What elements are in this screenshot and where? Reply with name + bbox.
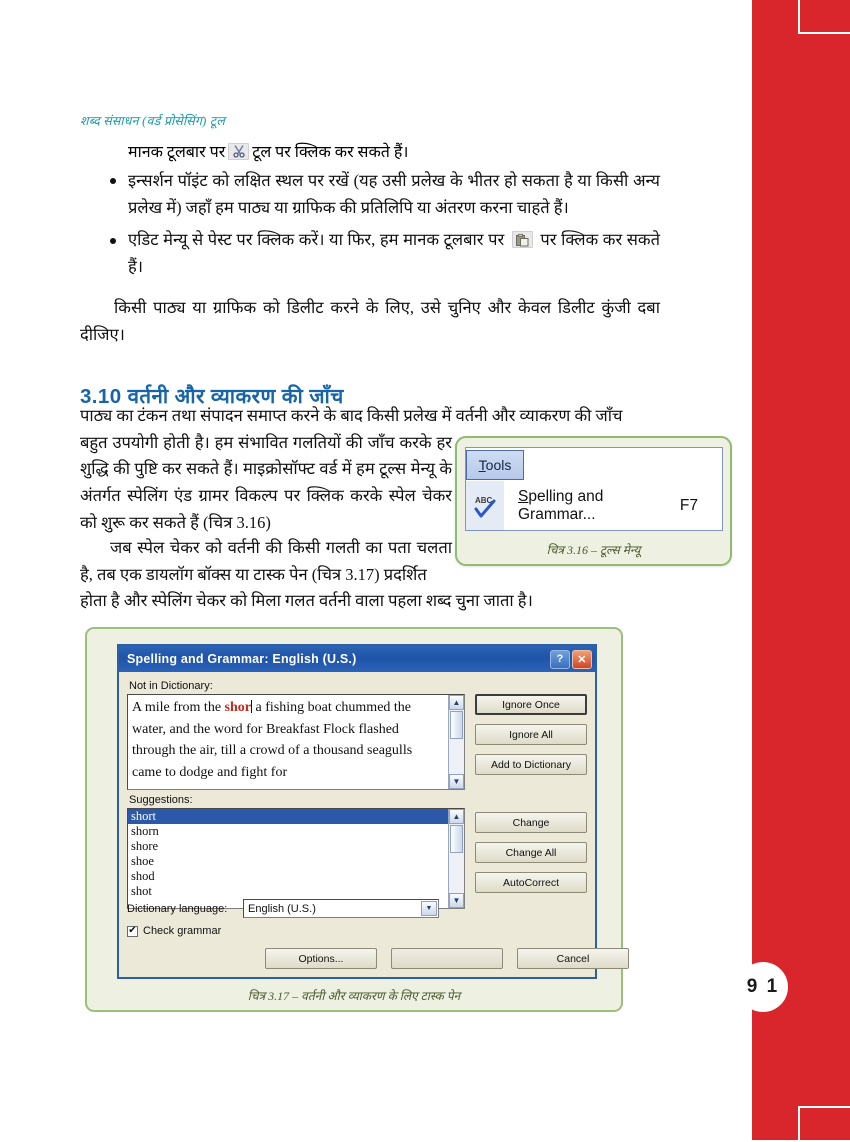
delete-paragraph: किसी पाठ्य या ग्राफिक को डिलीट करने के लिए, उसे चुनिए और केवल डिलीट कुंजी दबा दीजिए। — [80, 298, 660, 344]
help-icon[interactable]: ? — [550, 650, 570, 669]
bullet-dot — [110, 178, 116, 184]
not-in-dictionary-label-text: Not in Dictionary: — [129, 680, 213, 692]
paste-tool-icon — [512, 231, 533, 248]
dialog-bottom-options — [127, 899, 591, 937]
bullet-dot — [110, 238, 116, 244]
undo-button — [391, 948, 503, 969]
dialog-title: Spelling and Grammar: English (U.S.) — [127, 652, 357, 666]
menu-bar — [466, 448, 722, 481]
close-icon[interactable]: ✕ — [572, 650, 592, 669]
doc-text-after: a fishing boat chummed the water, and the word for Breakfast Flock flashed through the air, till a crowd of a thousand seagulls came to dodge and fight for — [132, 700, 413, 781]
scroll-up-icon[interactable]: ▲ — [449, 809, 464, 824]
svg-text:ABC: ABC — [475, 495, 493, 505]
ignore-all-button[interactable]: Ignore All — [475, 724, 587, 745]
change-all-button[interactable]: Change All — [475, 842, 587, 863]
autocorrect-button[interactable]: AutoCorrect — [475, 872, 587, 893]
menu-tools-mnemonic: T — [478, 457, 486, 473]
intro-paragraph — [80, 140, 660, 162]
bullet-list — [80, 168, 660, 287]
scroll-down-icon[interactable]: ▼ — [449, 893, 464, 908]
menu-item-mnemonic: S — [518, 487, 529, 505]
para-b-full: होता है और स्पेलिंग चेकर को मिला गलत वर्तनी वाला पहला शब्द चुना जाता है। — [80, 591, 533, 611]
misspelled-word: shor — [224, 700, 251, 715]
chevron-down-icon[interactable]: ▼ — [421, 901, 437, 916]
dialog-titlebar — [119, 646, 595, 672]
para-b-narrow: जब स्पेल चेकर को वर्तनी की किसी गलती का पता चलता है, तब एक डायलॉग बॉक्स या टास्क पेन (चित्र 3.17) प्रदर्शित — [80, 538, 452, 584]
cancel-button[interactable]: Cancel — [517, 948, 629, 969]
change-button[interactable]: Change — [475, 812, 587, 833]
doc-text-before: A mile from the — [132, 700, 225, 715]
figure-tools-menu — [455, 436, 732, 566]
running-header: शब्द संसाधन (वर्ड प्रोसेसिंग) टूल — [80, 114, 226, 128]
ignore-once-button[interactable]: Ignore Once — [475, 694, 587, 715]
suggestions-label — [129, 794, 587, 806]
dictionary-language-label: Dictionary language: — [127, 902, 228, 915]
check-grammar-checkbox[interactable]: ✔ — [128, 925, 137, 936]
dictionary-language-select[interactable] — [243, 899, 439, 918]
document-text — [132, 697, 444, 784]
list-item — [80, 168, 660, 221]
list-item[interactable]: shot — [131, 884, 152, 898]
tools-menu-screenshot — [465, 447, 723, 531]
dictionary-language-row — [127, 899, 591, 918]
not-in-dictionary-textbox[interactable] — [127, 694, 465, 790]
corner-notch-bottom — [798, 1106, 850, 1142]
menu-icon-gutter — [466, 481, 504, 530]
list-item — [80, 227, 660, 280]
figure-spelling-dialog — [85, 627, 623, 1012]
bullet-text-1: इन्सर्शन पॉइंट को लक्षित स्थल पर रखें (यह उसी प्रलेख के भीतर हो सकता है या किसी अन्य प्रलेख में) जहाँ हम पाठ्य या ग्राफिक की प्रतिलिपि या अंतरण करना चाहते हैं। — [128, 171, 660, 217]
check-grammar-row[interactable] — [127, 925, 591, 937]
dictionary-language-value: English (U.S.) — [248, 902, 316, 915]
list-item[interactable]: shore — [131, 839, 159, 853]
abc-spellcheck-icon — [471, 492, 499, 520]
scrollbar-thumb[interactable] — [450, 711, 463, 739]
not-in-dictionary-label — [129, 680, 587, 692]
scroll-up-icon[interactable]: ▲ — [449, 695, 464, 710]
page-title: 3.10 वर्तनी और व्याकरण की जाँच — [80, 385, 344, 408]
bullet-text-2-part1: एडिट मेन्यू से पेस्ट पर क्लिक करें। या फिर, हम मानक टूलबार पर — [128, 230, 505, 250]
figure-caption-316: चित्र 3.16 – टूल्स मेन्यू — [546, 543, 641, 557]
list-item[interactable]: shorn — [131, 824, 159, 838]
list-item[interactable]: shod — [131, 869, 155, 883]
check-grammar-label: Check grammar — [143, 925, 222, 937]
dialog-footer-buttons — [265, 948, 629, 969]
change-button-group — [475, 812, 587, 902]
list-item[interactable]: shoe — [131, 854, 154, 868]
corner-notch-top — [798, 0, 850, 34]
spelling-and-grammar-dialog — [117, 644, 597, 979]
list-item[interactable]: short — [128, 809, 464, 824]
menu-tools-button[interactable] — [466, 450, 524, 480]
figure-caption-317: चित्र 3.17 – वर्तनी और व्याकरण के लिए टास्क पेन — [247, 989, 461, 1003]
intro-text-after: टूल पर क्लिक कर सकते हैं। — [252, 144, 409, 161]
dialog-body — [119, 672, 595, 979]
menu-item-shortcut: F7 — [679, 496, 698, 514]
intro-text-before: मानक टूलबार पर — [128, 144, 226, 161]
suggestions-label-text: Suggestions: — [129, 794, 193, 806]
scroll-down-icon[interactable]: ▼ — [449, 774, 464, 789]
scrollbar-thumb[interactable] — [450, 825, 463, 853]
cut-tool-icon — [228, 143, 249, 160]
para-a-line1: पाठ्य का टंकन तथा संपादन समाप्त करने के बाद किसी प्रलेख में वर्तनी और व्याकरण की जाँच — [80, 406, 623, 425]
page-number: 9 1 — [738, 962, 788, 1012]
menu-item-label — [504, 488, 680, 524]
menu-item-spelling-and-grammar[interactable] — [466, 481, 722, 530]
ignore-button-group — [475, 694, 587, 784]
para-a-rest: बहुत उपयोगी होती है। हम संभावित गलतियों की जाँच करके हर शुद्धि की पुष्टि कर सकते हैं। माइक्रोसॉफ्ट वर्ड में हम टूल्स मेन्यू के अंतर्गत स्पेलिंग एंड ग्रामर विकल्प पर क्लिक करके स्पेल चेकर को शुरू कर सकते हैं (चित्र 3.16) — [80, 432, 452, 532]
suggestions-scrollbar[interactable] — [448, 809, 464, 908]
suggestions-listbox[interactable] — [127, 808, 465, 909]
add-to-dictionary-button[interactable]: Add to Dictionary — [475, 754, 587, 775]
textbox-scrollbar[interactable] — [448, 695, 464, 789]
menu-tools-label-rest: ools — [485, 457, 512, 473]
bullet-text-2-part2: पर क्लिक कर सकते हैं। — [128, 230, 661, 277]
options-button[interactable]: Options... — [265, 948, 377, 969]
menu-item-label-rest: pelling and Grammar... — [518, 487, 604, 523]
